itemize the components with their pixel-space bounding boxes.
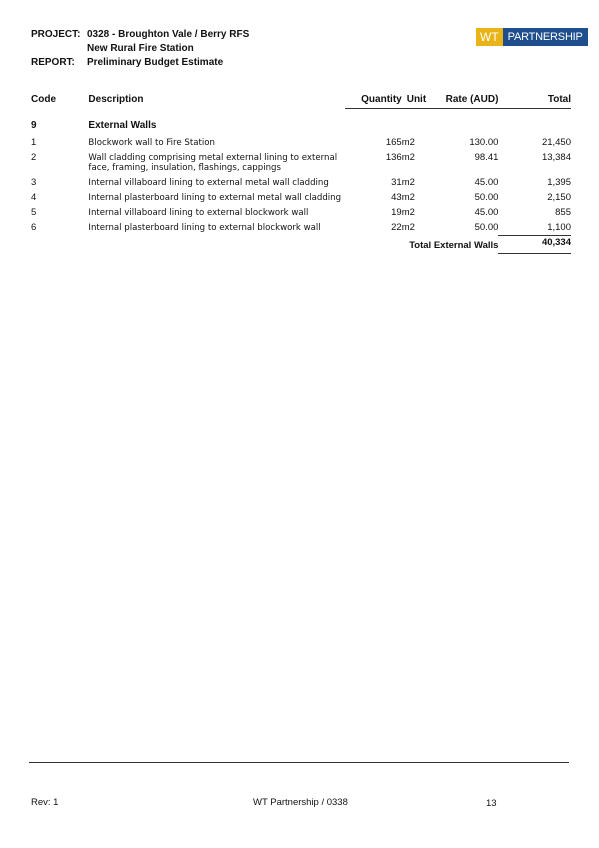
row-total: 13,384: [541, 151, 571, 163]
section-row: [31, 109, 571, 135]
row-quantity: 19: [391, 206, 402, 218]
table-header-row: [31, 90, 571, 109]
project-subtitle: New Rural Fire Station: [87, 43, 194, 54]
row-rate: 50.00: [474, 191, 499, 203]
section-total-value: 40,334: [498, 235, 571, 253]
row-quantity: 165: [385, 136, 402, 148]
row-description: Blockwork wall to Fire Station: [88, 137, 215, 148]
row-unit: m2: [401, 191, 415, 203]
row-code: 2: [31, 151, 37, 163]
row-total: 1,100: [547, 221, 571, 233]
row-quantity: 136: [385, 151, 402, 163]
row-rate: 45.00: [474, 206, 499, 218]
table-row: [31, 220, 571, 236]
footer-divider: [29, 762, 569, 763]
row-total: 2,150: [547, 191, 571, 203]
row-unit: m2: [401, 176, 415, 188]
table-row: [31, 175, 571, 190]
report-row: [31, 56, 249, 70]
row-description: Wall cladding comprising metal external lining to external face, framing, insulation, flashings, cappings: [88, 152, 338, 173]
row-code: 4: [31, 191, 37, 203]
row-rate: 45.00: [474, 176, 499, 188]
section-total-label: Total External Walls: [409, 240, 499, 251]
row-code: 6: [31, 221, 37, 233]
logo-wt: WT: [476, 28, 503, 46]
table-row: [31, 190, 571, 205]
row-code: 3: [31, 176, 37, 188]
row-description: Internal plasterboard lining to external blockwork wall: [88, 222, 321, 233]
row-quantity: 22: [391, 221, 402, 233]
section-total-row: [31, 235, 571, 253]
row-unit: m2: [401, 221, 415, 233]
project-row-2: [31, 42, 249, 56]
project-row: [31, 28, 249, 42]
row-total: 21,450: [541, 136, 571, 148]
table-row: [31, 150, 571, 175]
row-description: Internal villaboard lining to external blockwork wall: [88, 207, 309, 218]
col-unit: Unit: [402, 90, 438, 109]
table-row: [31, 205, 571, 220]
project-name: 0328 - Broughton Vale / Berry RFS: [87, 29, 250, 40]
project-label: PROJECT:: [31, 29, 81, 40]
row-code: 1: [31, 136, 37, 148]
report-header: [31, 28, 249, 70]
col-description: Description: [88, 93, 144, 105]
col-quantity: Quantity: [345, 90, 401, 109]
section-title: External Walls: [88, 119, 157, 131]
estimate-table: [31, 90, 571, 254]
row-code: 5: [31, 206, 37, 218]
row-description: Internal plasterboard lining to external metal wall cladding: [88, 192, 342, 203]
footer-company: WT Partnership / 0338: [253, 797, 348, 808]
table-row: [31, 135, 571, 150]
row-rate: 98.41: [474, 151, 499, 163]
row-rate: 130.00: [469, 136, 499, 148]
row-unit: m2: [401, 206, 415, 218]
row-rate: 50.00: [474, 221, 499, 233]
col-rate: Rate (AUD): [438, 90, 498, 109]
col-code: Code: [31, 93, 56, 105]
row-quantity: 43: [391, 191, 402, 203]
report-label: REPORT:: [31, 57, 75, 68]
footer-page-number: 13: [486, 798, 497, 809]
wt-partnership-logo: [476, 28, 588, 46]
row-unit: m2: [401, 136, 415, 148]
col-total: Total: [498, 90, 571, 109]
row-unit: m2: [401, 151, 415, 163]
row-total: 1,395: [547, 176, 571, 188]
footer-revision: Rev: 1: [31, 797, 59, 808]
row-total: 855: [555, 206, 571, 218]
row-description: Internal villaboard lining to external metal wall cladding: [88, 177, 329, 188]
logo-partnership: PARTNERSHIP: [503, 28, 588, 46]
row-quantity: 31: [391, 176, 402, 188]
section-code: 9: [31, 119, 37, 131]
report-title: Preliminary Budget Estimate: [87, 57, 224, 68]
